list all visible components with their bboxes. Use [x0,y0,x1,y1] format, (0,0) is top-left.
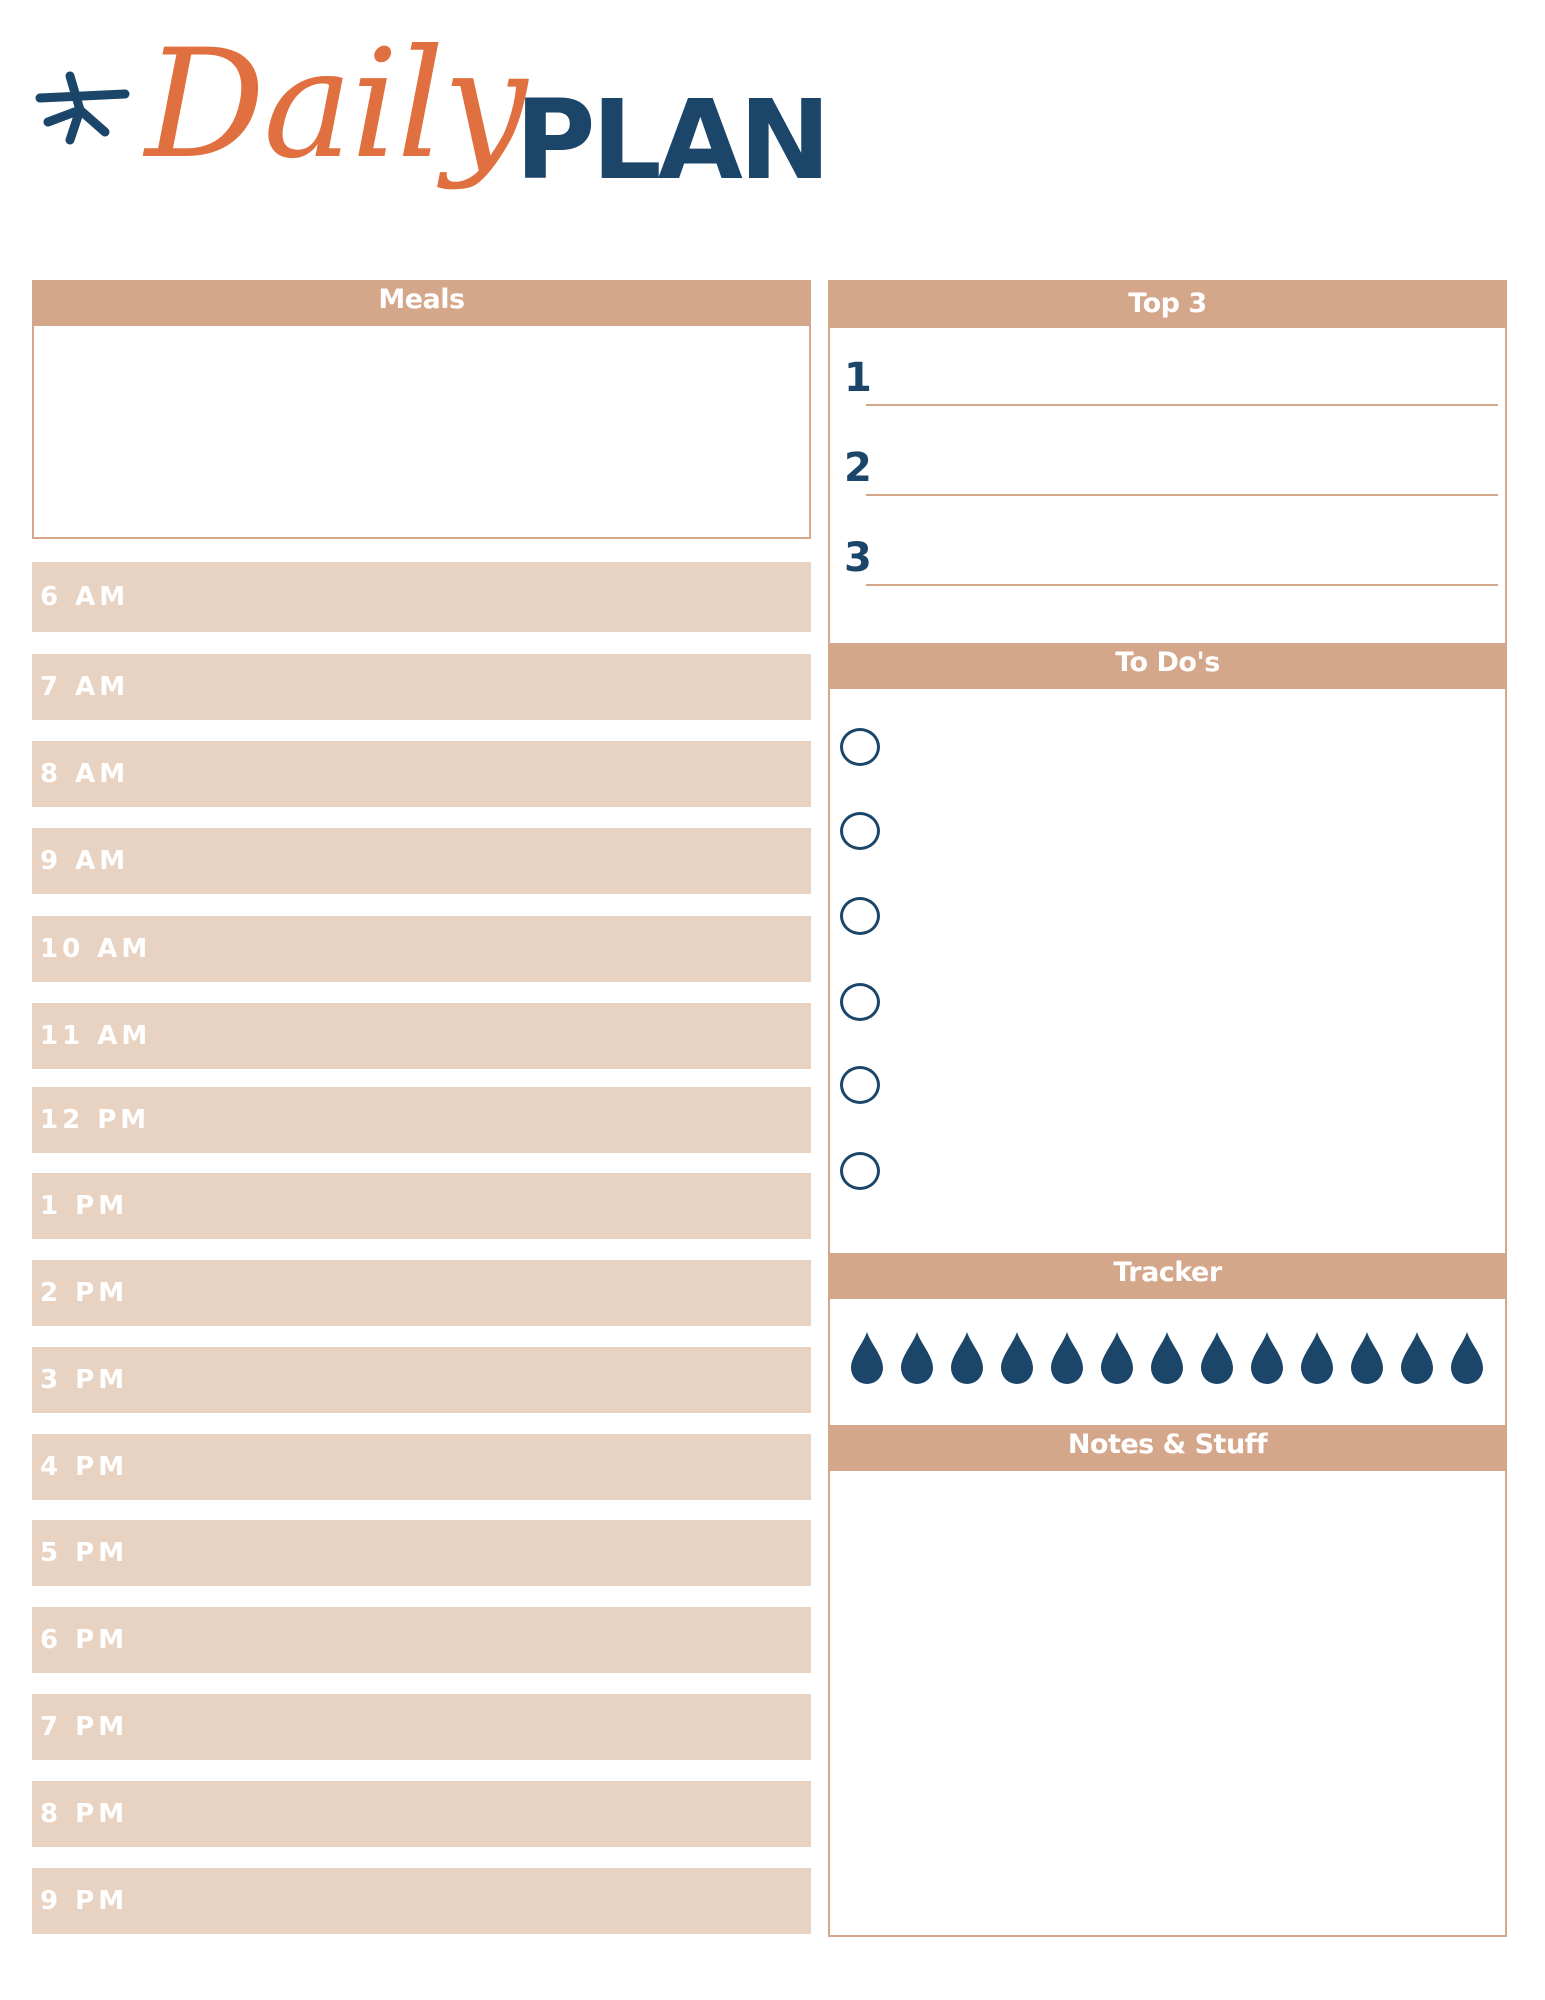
time-slot-label: 11 AM [40,1021,152,1051]
water-drop-icon[interactable] [1451,1332,1483,1384]
water-drop-icon[interactable] [1101,1332,1133,1384]
time-slot-label: 9 PM [40,1886,129,1916]
time-slot-label: 4 PM [40,1452,129,1482]
top3-line[interactable] [866,494,1498,496]
title-script-word: Daily [145,18,526,192]
time-slot-label: 6 PM [40,1625,129,1655]
meals-box[interactable] [32,326,811,539]
time-slot[interactable] [32,1434,811,1500]
water-drop-icon[interactable] [1051,1332,1083,1384]
time-slot-label: 6 AM [40,582,130,612]
time-slot[interactable] [32,1520,811,1586]
time-slot[interactable] [32,1868,811,1934]
time-slot-label: 12 PM [40,1105,151,1135]
time-slot-label: 8 PM [40,1799,129,1829]
time-slot[interactable] [32,1260,811,1326]
water-drop-icon[interactable] [1351,1332,1383,1384]
time-slot[interactable] [32,1173,811,1239]
top3-number: 3 [844,535,872,581]
todo-checkbox[interactable] [840,897,880,935]
time-slot[interactable] [32,562,811,632]
todos-header: To Do's [828,643,1507,689]
notes-header: Notes & Stuff [828,1425,1507,1471]
time-slot-label: 9 AM [40,846,130,876]
top3-line[interactable] [866,404,1498,406]
asterisk-icon [30,70,140,150]
time-slot[interactable] [32,654,811,720]
todo-checkbox[interactable] [840,728,880,766]
todo-checkbox[interactable] [840,1152,880,1190]
top3-number: 1 [844,355,872,401]
water-drop-icon[interactable] [1401,1332,1433,1384]
time-slot[interactable] [32,1003,811,1069]
todo-checkbox[interactable] [840,983,880,1021]
time-slot-label: 10 AM [40,934,152,964]
time-slot-label: 7 PM [40,1712,129,1742]
water-tracker[interactable] [850,1330,1490,1386]
top3-line[interactable] [866,584,1498,586]
time-slot[interactable] [32,1607,811,1673]
time-slot-label: 7 AM [40,672,130,702]
time-slot[interactable] [32,1087,811,1153]
todo-checkbox[interactable] [840,812,880,850]
water-drop-icon[interactable] [901,1332,933,1384]
water-drop-icon[interactable] [951,1332,983,1384]
time-slot[interactable] [32,1694,811,1760]
title-word: PLAN [515,76,827,204]
water-drop-icon[interactable] [1201,1332,1233,1384]
time-slot-label: 8 AM [40,759,130,789]
water-drop-icon[interactable] [1151,1332,1183,1384]
time-slot-label: 3 PM [40,1365,129,1395]
water-drop-icon[interactable] [1001,1332,1033,1384]
time-slot-label: 2 PM [40,1278,129,1308]
water-drop-icon[interactable] [1251,1332,1283,1384]
water-drop-icon[interactable] [1301,1332,1333,1384]
time-slot[interactable] [32,916,811,982]
time-slot[interactable] [32,741,811,807]
meals-header: Meals [32,280,811,326]
tracker-header: Tracker [828,1253,1507,1299]
time-slot[interactable] [32,1781,811,1847]
top3-header: Top 3 [828,280,1507,328]
water-drop-icon[interactable] [851,1332,883,1384]
time-slot-label: 1 PM [40,1191,129,1221]
todo-checkbox[interactable] [840,1066,880,1104]
notes-area[interactable] [830,1471,1505,1935]
top3-number: 2 [844,445,872,491]
time-slot[interactable] [32,828,811,894]
time-slot[interactable] [32,1347,811,1413]
time-slot-label: 5 PM [40,1538,129,1568]
